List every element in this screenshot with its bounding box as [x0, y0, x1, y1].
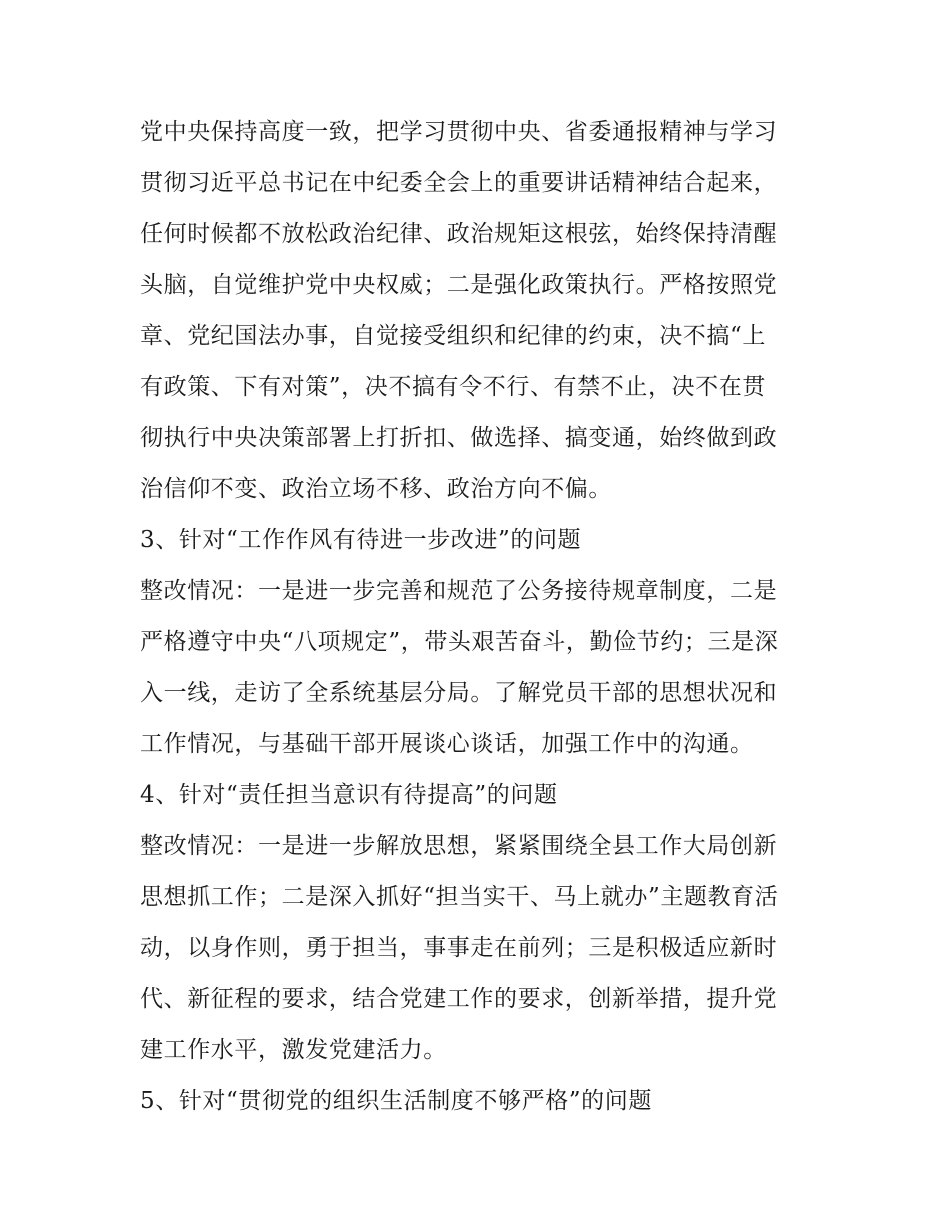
text-line: 入一线，走访了全系统基层分局。了解党员干部的思想状况和 [140, 680, 778, 706]
section-heading-3: 3、针对“工作作风有待进一步改进”的问题 [140, 527, 582, 553]
text-line: 整改情况：一是进一步解放思想，紧紧围绕全县工作大局创新 [140, 833, 778, 859]
text-line: 思想抓工作；二是深入抓好“担当实干、马上就办”主题教育活 [140, 884, 779, 910]
text-line: 代、新征程的要求，结合党建工作的要求，创新举措，提升党 [140, 986, 778, 1012]
document-body [140, 107, 820, 1127]
text-line: 严格遵守中央“八项规定”，带头艰苦奋斗，勤俭节约；三是深 [140, 629, 779, 655]
section-heading-4: 4、针对“责任担当意识有待提高”的问题 [140, 782, 558, 808]
text-line: 有政策、下有对策”，决不搞有令不行、有禁不止，决不在贯 [140, 374, 766, 400]
text-line: 章、党纪国法办事，自觉接受组织和纪律的约束，决不搞“上 [140, 323, 766, 349]
text-line: 头脑，自觉维护党中央权威；二是强化政策执行。严格按照党 [140, 272, 778, 298]
text-line: 工作情况，与基础干部开展谈心谈话，加强工作中的沟通。 [140, 731, 754, 757]
text-line: 动，以身作则，勇于担当，事事走在前列；三是积极适应新时 [140, 935, 778, 961]
text-line: 整改情况：一是进一步完善和规范了公务接待规章制度，二是 [140, 578, 778, 604]
text-line: 彻执行中央决策部署上打折扣、做选择、搞变通，始终做到政 [140, 425, 778, 451]
text-line: 党中央保持高度一致，把学习贯彻中央、省委通报精神与学习 [140, 119, 778, 145]
section-heading-5: 5、针对“贯彻党的组织生活制度不够严格”的问题 [140, 1088, 652, 1114]
text-line: 建工作水平，激发党建活力。 [140, 1037, 447, 1063]
text-line: 贯彻习近平总书记在中纪委全会上的重要讲话精神结合起来， [140, 170, 778, 196]
text-line: 治信仰不变、政治立场不移、政治方向不偏。 [140, 476, 612, 502]
text-line: 任何时候都不放松政治纪律、政治规矩这根弦，始终保持清醒 [140, 221, 778, 247]
